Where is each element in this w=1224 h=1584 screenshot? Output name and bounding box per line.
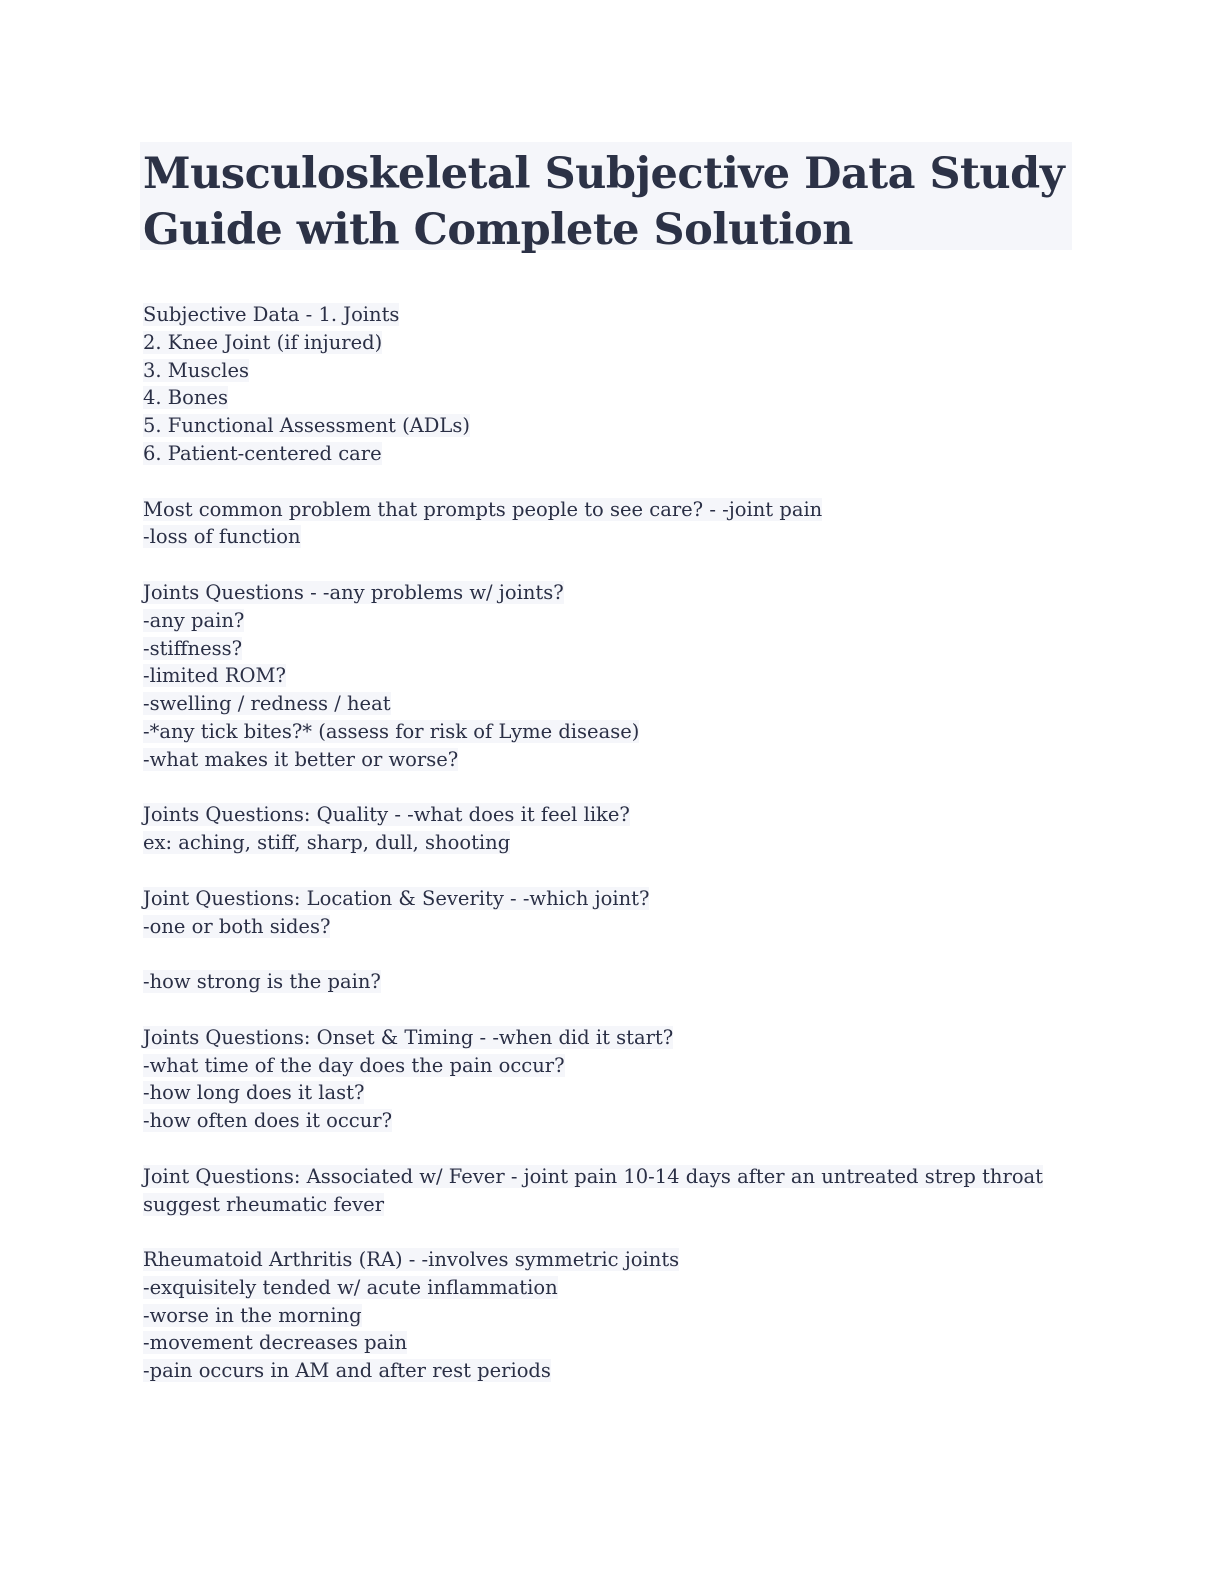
text-line-content: -stiffness? [143, 636, 243, 660]
text-line [143, 1079, 1072, 1107]
text-line-content: 5. Functional Assessment (ADLs) [143, 414, 470, 438]
text-line [143, 384, 1072, 412]
text-line [143, 968, 1072, 996]
text-line [143, 440, 1072, 468]
text-line [143, 357, 1072, 385]
text-line-content: ex: aching, stiff, sharp, dull, shooting [143, 831, 511, 855]
text-line-content: -how often does it occur? [143, 1109, 393, 1133]
text-line-content: -what time of the day does the pain occur? [143, 1053, 565, 1077]
text-line-content: Joints Questions - -any problems w/ joints? [143, 580, 564, 604]
qa-block [143, 1246, 1072, 1385]
qa-block [143, 801, 1072, 857]
text-line [143, 829, 1072, 857]
text-line-content: -exquisitely tended w/ acute inflammation [143, 1275, 558, 1299]
text-line-content: 3. Muscles [143, 358, 250, 382]
text-line-content: Joint Questions: Associated w/ Fever - joint pain 10-14 days after an untreated strep throat [143, 1164, 1044, 1188]
text-line [143, 1274, 1072, 1302]
text-line-content: Most common problem that prompts people to see care? - -joint pain [143, 497, 823, 521]
text-line [143, 662, 1072, 690]
text-line [143, 1357, 1072, 1385]
text-line-content: 2. Knee Joint (if injured) [143, 330, 383, 354]
text-line [143, 412, 1072, 440]
text-line-content: Joints Questions: Quality - -what does it feel like? [143, 803, 630, 827]
text-line-content: Joints Questions: Onset & Timing - -when did it start? [143, 1025, 674, 1049]
text-line [143, 523, 1072, 551]
text-line [143, 885, 1072, 913]
qa-block [143, 579, 1072, 774]
text-line [143, 301, 1072, 329]
text-line [143, 718, 1072, 746]
qa-block [143, 1024, 1072, 1135]
text-line-content: -movement decreases pain [143, 1331, 408, 1355]
text-line-content: 6. Patient-centered care [143, 441, 382, 465]
text-line [143, 1246, 1072, 1274]
text-line-content: -how strong is the pain? [143, 970, 381, 994]
document-title: Musculoskeletal Subjective Data Study Guide with Complete Solution [143, 149, 1065, 255]
text-line [143, 746, 1072, 774]
text-line [143, 913, 1072, 941]
text-line [143, 1107, 1072, 1135]
text-line [143, 1052, 1072, 1080]
qa-block [143, 1163, 1072, 1219]
qa-block [143, 885, 1072, 941]
text-line-content: Rheumatoid Arthritis (RA) - -involves symmetric joints [143, 1248, 680, 1272]
text-line [143, 607, 1072, 635]
qa-block [143, 968, 1072, 996]
text-line [143, 1163, 1072, 1191]
text-line-content: suggest rheumatic fever [143, 1192, 385, 1216]
text-line [143, 801, 1072, 829]
text-line [143, 1302, 1072, 1330]
text-line [143, 579, 1072, 607]
text-line-content: -loss of function [143, 525, 301, 549]
text-line [143, 1024, 1072, 1052]
text-line [143, 1329, 1072, 1357]
text-line-content: -swelling / redness / heat [143, 692, 391, 716]
text-line [143, 496, 1072, 524]
text-line [143, 1191, 1072, 1219]
text-line-content: -worse in the morning [143, 1303, 362, 1327]
text-line [143, 635, 1072, 663]
text-line [143, 690, 1072, 718]
text-line-content: -any pain? [143, 608, 245, 632]
document-content [140, 301, 1072, 1385]
text-line-content: -what makes it better or worse? [143, 747, 459, 771]
text-line [143, 329, 1072, 357]
text-line-content: -how long does it last? [143, 1081, 365, 1105]
title-box [140, 142, 1072, 255]
qa-block [143, 496, 1072, 552]
text-line-content: -pain occurs in AM and after rest periods [143, 1359, 551, 1383]
text-line-content: -*any tick bites?* (assess for risk of Lyme disease) [143, 719, 640, 743]
qa-block [143, 301, 1072, 468]
text-line-content: 4. Bones [143, 386, 228, 410]
text-line-content: Joint Questions: Location & Severity - -which joint? [143, 886, 650, 910]
text-line-content: -limited ROM? [143, 664, 286, 688]
document-page [140, 142, 1072, 1413]
text-line-content: -one or both sides? [143, 914, 331, 938]
text-line-content: Subjective Data - 1. Joints [143, 303, 400, 326]
